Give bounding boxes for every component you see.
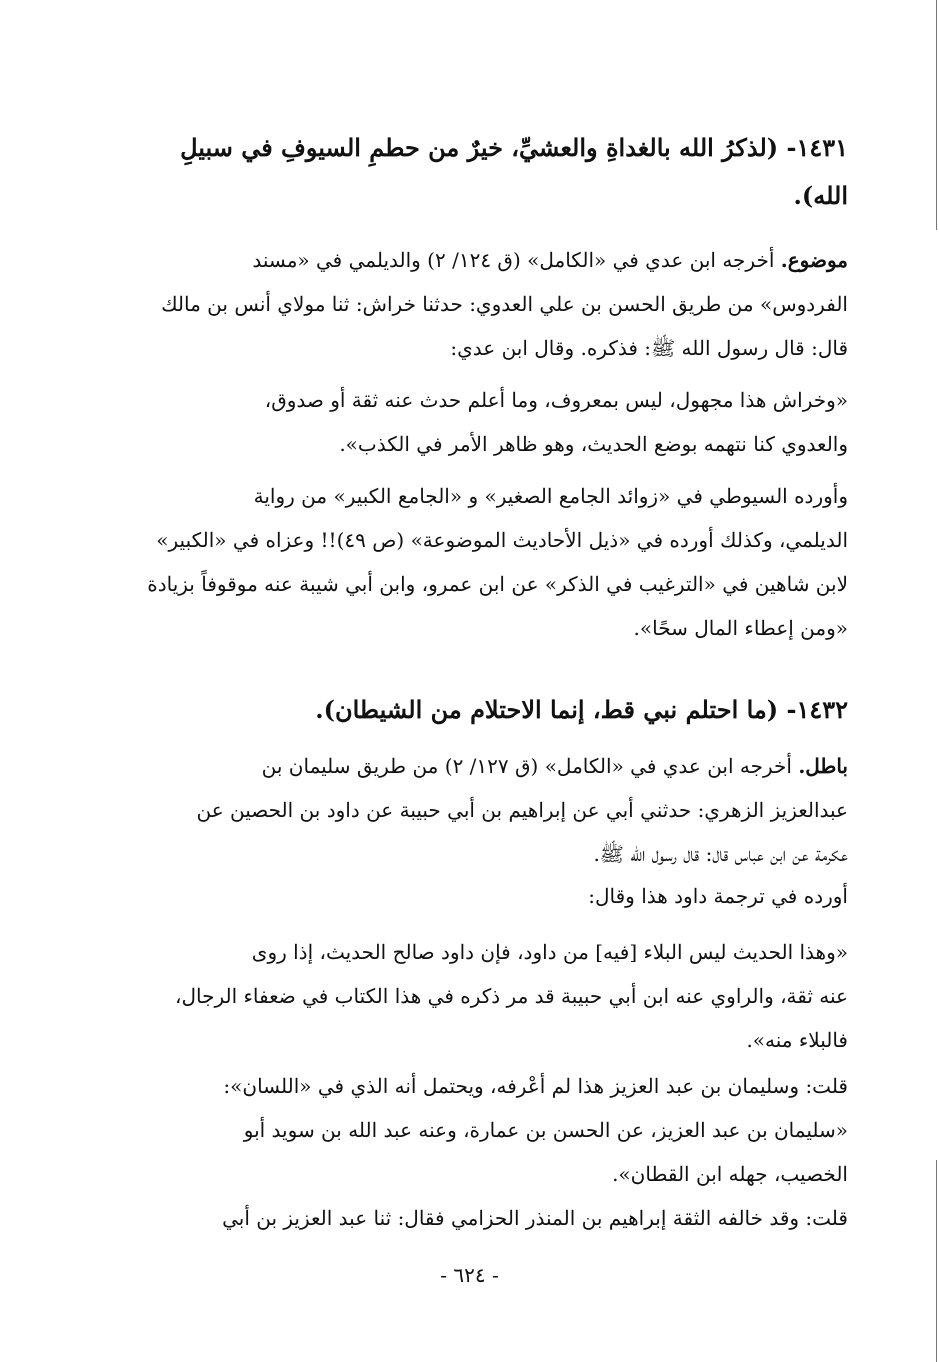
- line-text: أخرجه ابن عدي في «الكامل» (ق ١٢٧/ ٢) من طريق سليمان بن: [261, 754, 799, 778]
- text-line: عكرمة عن ابن عباس قال: قال رسول الله ﷺ.: [593, 842, 848, 866]
- text-line: «وخراش هذا مجهول، ليس بمعروف، وما أعلم حدث عنه ثقة أو صدوق،: [264, 388, 848, 412]
- text-line: «سليمان بن عبد العزيز، عن الحسن بن عمارة، وعنه عبد الله بن سويد أبو: [243, 1118, 848, 1142]
- heading-line: ١٤٣١- (لذكرُ الله بالغداةِ والعشيِّ، خيرٌ من حطمِ السيوفِ في سبيلِ: [180, 133, 848, 162]
- text-line: قلت: وقد خالفه الثقة إبراهيم بن المنذر الحزامي فقال: ثنا عبد العزيز بن أبي: [222, 1206, 848, 1230]
- text-line: فالبلاء منه».: [746, 1028, 848, 1052]
- text-line: قال: قال رسول الله ﷺ: فذكره. وقال ابن عدي:: [450, 336, 848, 360]
- text-line: الخصيب، جهله ابن القطان».: [612, 1162, 848, 1186]
- text-line: «وهذا الحديث ليس البلاء [فيه] من داود، فإن داود صالح الحديث، إذا روى: [251, 940, 848, 964]
- page-edge-line-top: [936, 0, 937, 230]
- page-number: - ٦٢٤ -: [440, 1263, 499, 1287]
- text-line: «ومن إعطاء المال سحًا».: [633, 616, 848, 640]
- heading-line: ١٤٣٢- (ما احتلم نبي قط، إنما الاحتلام من الشيطان).: [315, 695, 848, 724]
- line-text: أخرجه ابن عدي في «الكامل» (ق ١٢٤/ ٢) والديلمي في «مسند: [252, 248, 781, 272]
- text-line: الفردوس» من طريق الحسن بن علي العدوي: حدثنا خراش: ثنا مولاي أنس بن مالك: [161, 292, 848, 316]
- text-line: والعدوي كنا نتهمه بوضع الحديث، وهو ظاهر الأمر في الكذب».: [339, 432, 848, 456]
- text-line: الديلمي، وكذلك أورده في «ذيل الأحاديث الموضوعة» (ص ٤٩)!! وعزاه في «الكبير»: [156, 528, 848, 552]
- text-line: [92, 748, 848, 788]
- page-edge-line-bottom: [936, 1160, 937, 1362]
- text-line: [92, 242, 848, 282]
- heading-line: الله).: [793, 181, 848, 210]
- text-line: قلت: وسليمان بن عبد العزيز هذا لم أعْرفه، ويحتمل أنه الذي في «اللسان»:: [223, 1074, 848, 1098]
- verdict-label: موضوع.: [780, 248, 848, 272]
- verdict-label: باطل.: [798, 754, 848, 778]
- text-line: عنه ثقة، والراوي عنه ابن أبي حبيبة قد مر ذكره في هذا الكتاب في ضعفاء الرجال،: [175, 984, 848, 1008]
- text-line: لابن شاهين في «الترغيب في الذكر» عن ابن عمرو، وابن أبي شيبة عنه موقوفاً بزيادة: [147, 572, 848, 596]
- text-line: وأورده السيوطي في «زوائد الجامع الصغير» و «الجامع الكبير» من رواية: [253, 484, 848, 508]
- text-line: أورده في ترجمة داود هذا وقال:: [588, 884, 848, 908]
- text-line: عبدالعزيز الزهري: حدثني أبي عن إبراهيم بن أبي حبيبة عن داود بن الحصين عن: [196, 798, 848, 822]
